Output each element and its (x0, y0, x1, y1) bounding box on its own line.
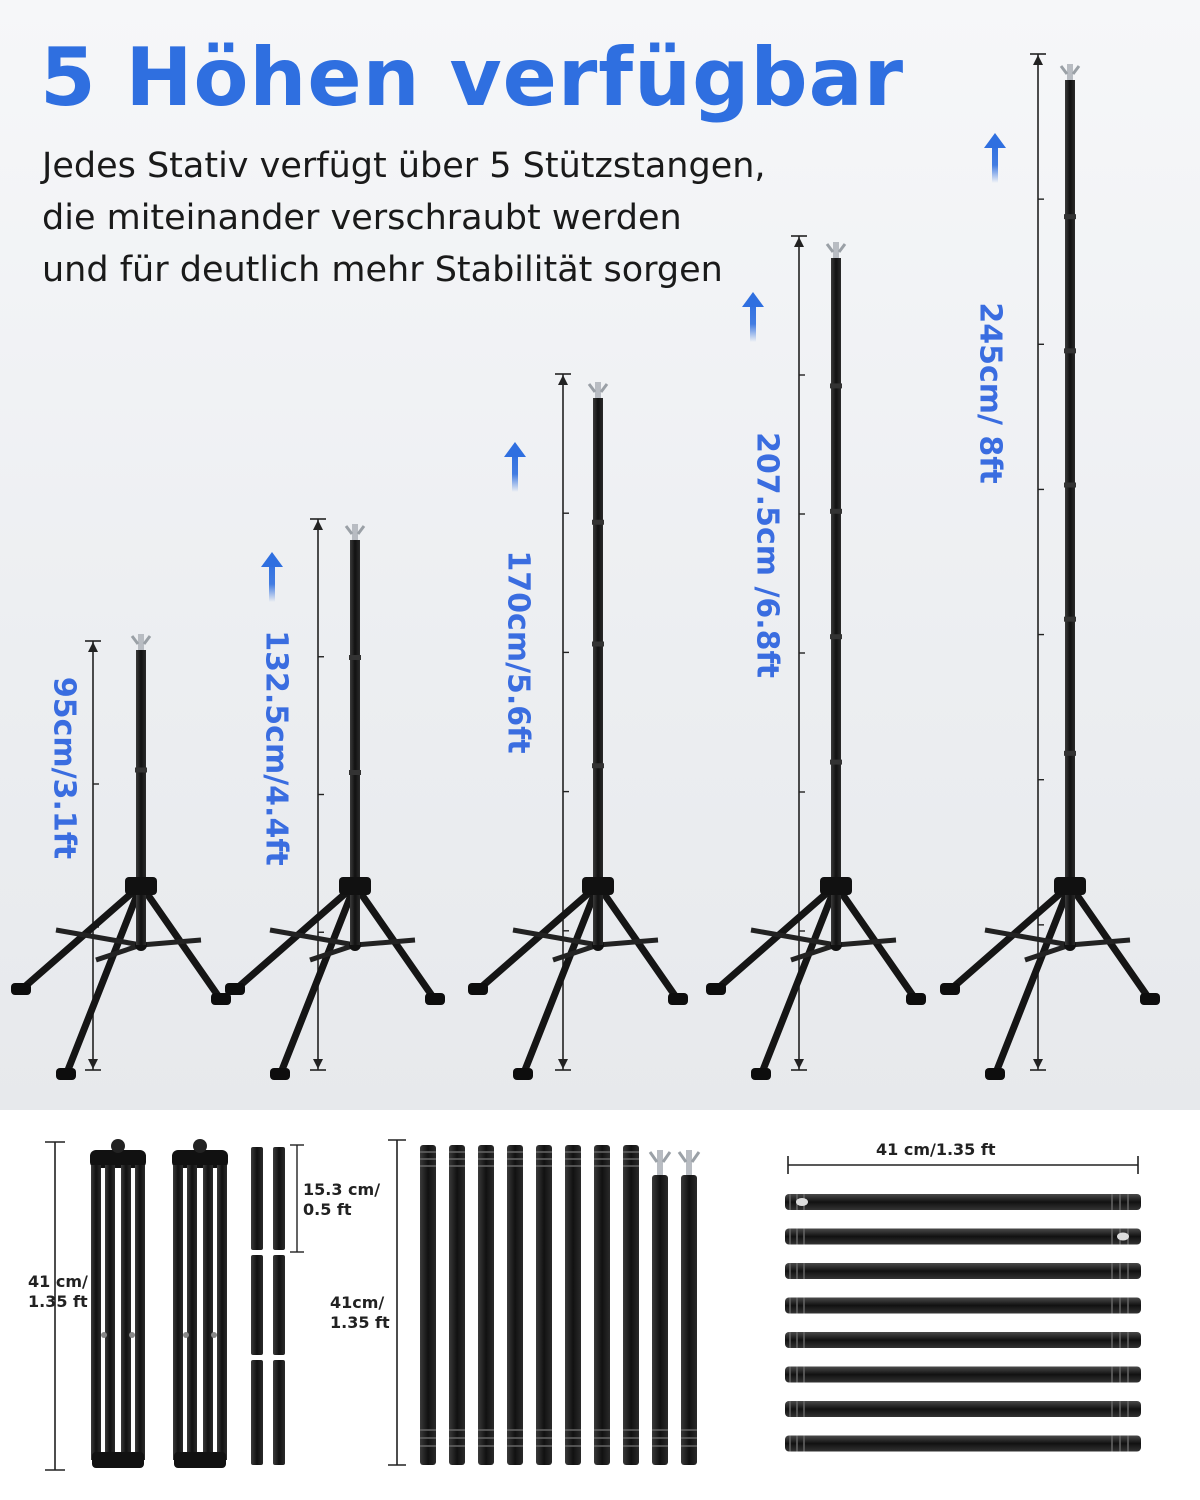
short-rod (251, 1147, 263, 1250)
description-line-1: Jedes Stativ verfügt über 5 Stützstangen, (42, 146, 766, 186)
leg-brace (985, 930, 1070, 945)
tripod-hub (582, 877, 614, 895)
rivet (211, 1332, 217, 1338)
short-rod (273, 1255, 285, 1355)
dimension-arrow-up (88, 642, 98, 652)
dimension-arrow-down (313, 1059, 323, 1069)
dimension-arrow-up (313, 520, 323, 530)
support-pole (623, 1145, 639, 1465)
dimension-arrow-down (558, 1059, 568, 1069)
support-pole (681, 1175, 697, 1465)
center-pole (593, 398, 603, 945)
pole-set-vertical-dimension: 41cm/ 1.35 ft (330, 1293, 390, 1332)
folded-feet (174, 1452, 226, 1468)
spigot-screw (138, 634, 144, 650)
support-pole-horizontal (785, 1194, 1141, 1210)
pole-hole (796, 1198, 808, 1206)
arrow-up-icon (750, 302, 756, 342)
pole-joint (830, 509, 842, 514)
support-pole-horizontal (785, 1298, 1141, 1314)
tripod-stand (11, 634, 231, 1080)
pole-joint (349, 655, 361, 660)
support-pole (565, 1145, 581, 1465)
short-rod (251, 1360, 263, 1465)
dimension-arrow-down (88, 1059, 98, 1069)
leg-brace (836, 940, 896, 945)
leg-brace (141, 940, 201, 945)
pole-joint (349, 770, 361, 775)
pole-joint (1064, 483, 1076, 488)
tripod-hub (339, 877, 371, 895)
leg-brace (751, 930, 836, 945)
leg-foot (751, 1068, 771, 1080)
support-pole-horizontal (785, 1367, 1141, 1383)
tripod-hub (820, 877, 852, 895)
dimension-arrow-down (1033, 1059, 1043, 1069)
tripod-stand (706, 236, 926, 1080)
spigot-screw (657, 1150, 663, 1175)
leg-foot (225, 983, 245, 995)
tripod-hub (1054, 877, 1086, 895)
pole-joint (1064, 617, 1076, 622)
leg-foot (985, 1068, 1005, 1080)
pole-joint (592, 642, 604, 647)
pole-joint (592, 763, 604, 768)
leg-foot (906, 993, 926, 1005)
height-label-132: 132.5cm/4.4ft (258, 630, 294, 866)
leg-foot (1140, 993, 1160, 1005)
support-pole-horizontal (785, 1332, 1141, 1348)
height-label-95: 95cm/3.1ft (46, 676, 82, 860)
pole-joint (1064, 348, 1076, 353)
pole-joint (592, 520, 604, 525)
folded-leg (135, 1165, 145, 1460)
leg-brace (355, 940, 415, 945)
spigot-screw (352, 524, 358, 540)
support-pole (536, 1145, 552, 1465)
center-pole (136, 650, 146, 945)
support-pole-horizontal (785, 1263, 1141, 1279)
spigot-screw (686, 1150, 692, 1175)
pole-set-horizontal-dimension: 41 cm/1.35 ft (876, 1140, 996, 1159)
spigot-screw (1067, 64, 1073, 80)
headline: 5 Höhen verfügbar (40, 31, 905, 124)
folded-leg (121, 1165, 131, 1460)
folded-spigot (111, 1139, 125, 1153)
arrow-up-icon (269, 562, 275, 602)
support-pole (594, 1145, 610, 1465)
support-pole-horizontal (785, 1436, 1141, 1452)
support-pole (507, 1145, 523, 1465)
leg-foot (468, 983, 488, 995)
leg-brace (513, 930, 598, 945)
short-rod (273, 1147, 285, 1250)
arrow-up-icon (512, 452, 518, 492)
dimension-arrow-up (794, 237, 804, 247)
pole-joint (1064, 214, 1076, 219)
folded-leg (217, 1165, 227, 1460)
leg-foot (11, 983, 31, 995)
tripod-stand (940, 54, 1160, 1080)
center-pole (1065, 80, 1075, 945)
folded-stand-dimension: 41 cm/ 1.35 ft (28, 1272, 88, 1311)
dimension-arrow-down (794, 1059, 804, 1069)
short-rod (273, 1360, 285, 1465)
rivet (183, 1332, 189, 1338)
pole-joint (830, 760, 842, 765)
short-rod-dimension: 15.3 cm/ 0.5 ft (303, 1180, 381, 1219)
folded-leg (173, 1165, 183, 1460)
leg-brace (1070, 940, 1130, 945)
folded-leg (91, 1165, 101, 1460)
folded-spigot (193, 1139, 207, 1153)
leg-foot (270, 1068, 290, 1080)
arrow-up-icon (742, 292, 764, 307)
pole-joint (1064, 751, 1076, 756)
leg-foot (940, 983, 960, 995)
support-pole (478, 1145, 494, 1465)
description-line-3: und für deutlich mehr Stabilität sorgen (42, 250, 723, 290)
center-pole (831, 258, 841, 945)
arrow-up-icon (992, 143, 998, 183)
dimension-arrow-up (1033, 55, 1043, 65)
height-label-207: 207.5cm /6.8ft (749, 432, 785, 678)
support-pole-horizontal (785, 1401, 1141, 1417)
leg-foot (425, 993, 445, 1005)
short-rod (251, 1255, 263, 1355)
spigot-screw (595, 382, 601, 398)
folded-feet (92, 1452, 144, 1468)
support-pole (449, 1145, 465, 1465)
pole-joint (830, 383, 842, 388)
tripod-stands (11, 54, 1160, 1080)
rivet (101, 1332, 107, 1338)
height-label-170: 170cm/5.6ft (500, 550, 536, 754)
arrow-up-icon (984, 133, 1006, 148)
tripod-hub (125, 877, 157, 895)
leg-brace (598, 940, 658, 945)
support-pole (652, 1175, 668, 1465)
leg-foot (513, 1068, 533, 1080)
leg-brace (270, 930, 355, 945)
arrow-up-icon (504, 442, 526, 457)
height-label-245: 245cm/ 8ft (972, 302, 1008, 484)
pole-joint (135, 768, 147, 773)
folded-tripod (90, 1139, 146, 1468)
support-pole-horizontal (785, 1229, 1141, 1245)
folded-leg (187, 1165, 197, 1460)
leg-foot (56, 1068, 76, 1080)
dimension-arrow-up (558, 375, 568, 385)
support-pole (420, 1145, 436, 1465)
leg-brace (56, 930, 141, 945)
folded-tripod (172, 1139, 228, 1468)
folded-leg (203, 1165, 213, 1460)
leg-foot (668, 993, 688, 1005)
spigot-screw (833, 242, 839, 258)
description-line-2: die miteinander verschraubt werden (42, 198, 682, 238)
leg-foot (706, 983, 726, 995)
pole-hole (1117, 1233, 1129, 1241)
rivet (129, 1332, 135, 1338)
arrow-up-icon (261, 552, 283, 567)
pole-joint (830, 634, 842, 639)
folded-leg (105, 1165, 115, 1460)
parts-section (45, 1139, 1141, 1470)
